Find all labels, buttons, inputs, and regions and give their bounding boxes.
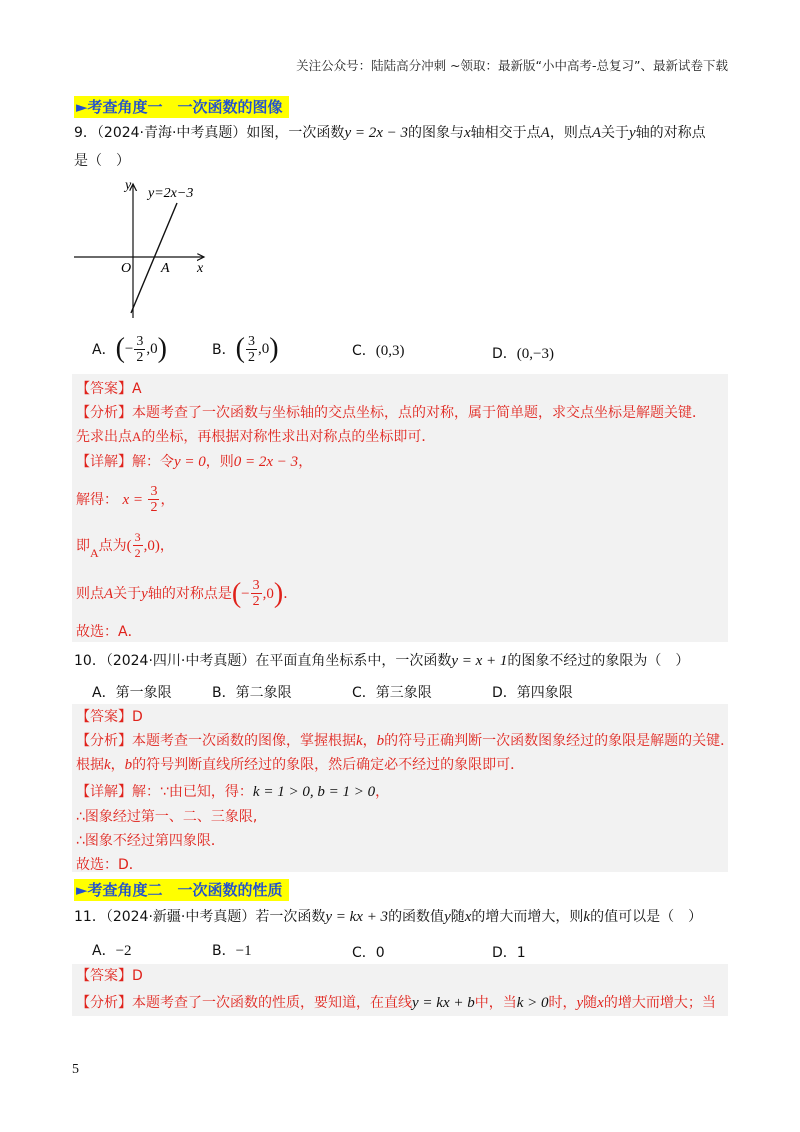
text: 则点 <box>76 585 104 602</box>
q9-option-c[interactable] <box>352 340 405 360</box>
numerator: 3 <box>134 530 141 544</box>
denominator: 2 <box>134 546 141 560</box>
text: 解得： <box>76 491 118 508</box>
point-a-label: A <box>161 261 170 276</box>
option-value: −1 <box>235 943 252 959</box>
text: 【详解】解：令 <box>76 454 174 470</box>
fraction <box>133 530 143 561</box>
option-value: (0,−3) <box>516 346 554 362</box>
text: 的增大而增大，则 <box>471 909 584 925</box>
paren: ) <box>273 577 284 609</box>
y-axis-label: y <box>125 178 132 193</box>
q9-analysis-2 <box>76 427 435 447</box>
q10-option-c[interactable]: C．第三象限 <box>352 685 432 701</box>
text: 随 <box>583 995 598 1011</box>
equation: x = <box>122 491 143 508</box>
q9-var: A <box>591 125 602 141</box>
fraction <box>134 334 145 365</box>
var: b <box>124 757 133 773</box>
q9-stem-text: 关于 <box>601 125 630 141</box>
text: ， <box>298 454 313 470</box>
fraction <box>148 484 159 515</box>
q9-graph <box>70 176 220 324</box>
origin-label: O <box>121 261 132 276</box>
paren: ( <box>235 333 245 364</box>
var: y <box>444 909 451 925</box>
q9-equation: y = 2x − 3 <box>344 125 408 141</box>
q9-answer: 【答案】A <box>76 381 142 397</box>
text: 轴的对称点是 <box>147 585 232 602</box>
equation: y = x + 1 <box>451 653 508 669</box>
equation: 0 = 2x − 3 <box>233 454 299 470</box>
text: 中，当 <box>474 995 517 1011</box>
q9-stem-line1 <box>74 123 706 143</box>
q9-option-b[interactable] <box>212 332 279 366</box>
text: ， <box>159 537 174 554</box>
var: x <box>597 995 604 1011</box>
denominator: 2 <box>136 349 144 365</box>
q9-point-a <box>76 530 174 561</box>
q10-line-1: ∴图象经过第一、二、三象限, <box>76 809 258 825</box>
section-title-2: ►考查角度二 一次函数的性质 <box>74 879 289 901</box>
text: ，则 <box>205 454 234 470</box>
q9-analysis-1: 【分析】本题考查了一次函数与坐标轴的交点坐标，点的对称，属于简单题，求交点坐标是解题关键． <box>76 405 706 421</box>
q9-stem-text: 轴的对称点 <box>635 125 706 141</box>
var: k <box>104 757 111 773</box>
coord: ,0 <box>257 340 270 357</box>
function-label: y=2x−3 <box>148 186 194 201</box>
numerator: 3 <box>136 333 144 349</box>
q11-option-a[interactable] <box>92 940 132 960</box>
var: b <box>376 733 385 749</box>
q10-option-a[interactable]: A．第一象限 <box>92 685 172 701</box>
text: 11．（2024·新疆·中考真题）若一次函数 <box>74 909 326 925</box>
text: 【详解】解：∵由已知，得： <box>76 784 253 800</box>
text: 时， <box>548 995 577 1011</box>
text: 的符号判断直线所经过的象限，然后确定必不经过的象限即可． <box>132 757 525 773</box>
text: 即 <box>76 537 90 554</box>
text: 10．（2024·四川·中考真题）在平面直角坐标系中，一次函数 <box>74 653 452 669</box>
var: y <box>141 585 148 602</box>
text: 根据 <box>76 757 104 773</box>
q11-option-b[interactable] <box>212 940 252 960</box>
q11-option-c[interactable]: C．0 <box>352 945 385 961</box>
q10-option-d[interactable]: D．第四象限 <box>492 685 573 701</box>
paren: ) <box>157 333 167 364</box>
point: A <box>90 545 99 560</box>
text: 关于 <box>113 585 142 602</box>
q9-var: y <box>629 125 636 141</box>
text: ， <box>160 491 175 508</box>
q10-stem <box>74 651 689 671</box>
equation: y = kx + b <box>412 995 475 1011</box>
text: 【分析】本题考查了一次函数的性质，要知道，在直线 <box>76 995 412 1011</box>
text: ， <box>375 784 390 800</box>
text: ． <box>283 585 298 602</box>
denominator: 2 <box>150 500 158 515</box>
var: y <box>576 995 584 1011</box>
q9-option-a[interactable] <box>92 332 167 366</box>
var: x <box>464 909 472 925</box>
denominator: 2 <box>247 349 255 365</box>
x-axis-label: x <box>197 261 204 276</box>
option-value: (0,3) <box>375 343 405 359</box>
coord: ,0 <box>146 340 158 357</box>
q9-stem-text: 9．（2024·青海·中考真题）如图，一次函数 <box>74 125 345 141</box>
equation: k = 1 > 0, b = 1 > 0 <box>252 784 376 800</box>
q9-stem-text: 轴相交于点 <box>470 125 541 141</box>
var: k <box>356 733 363 749</box>
q10-detail <box>76 782 389 802</box>
paren: ) <box>269 333 279 364</box>
q11-answer: 【答案】D <box>76 968 143 984</box>
equation: k > 0 <box>516 995 549 1011</box>
text: 的图象不经过的象限为（ ） <box>507 653 690 669</box>
var: k <box>583 909 591 925</box>
page-number: 5 <box>72 1062 79 1077</box>
numerator: 3 <box>247 333 255 349</box>
q9-option-d[interactable] <box>492 343 554 363</box>
text: 点为 <box>98 537 127 554</box>
q11-option-d[interactable]: D．1 <box>492 945 526 961</box>
q9-choose: 故选：A． <box>76 624 142 640</box>
option-label: B． <box>212 342 236 358</box>
q9-var: A <box>540 125 550 141</box>
coord: ,0) <box>143 537 160 554</box>
coord: ,0 <box>262 585 274 602</box>
q10-option-b[interactable]: B．第二象限 <box>212 685 292 701</box>
text: 的值可以是（ ） <box>590 909 703 925</box>
option-label: C． <box>352 343 376 359</box>
q10-analysis-1 <box>76 731 734 751</box>
q9-conclusion <box>76 578 297 609</box>
minus: − <box>241 585 250 602</box>
q10-analysis-2 <box>76 755 524 775</box>
q9-stem-line2: 是（ ） <box>74 153 130 169</box>
q9-stem-text: 的图象与 <box>408 125 464 141</box>
text: 的坐标，再根据对称性求出对称点的坐标即可． <box>141 429 436 445</box>
q9-detail <box>76 452 312 472</box>
function-line <box>131 203 177 313</box>
text: 的函数值 <box>388 909 445 925</box>
section-title-1: ►考查角度一 一次函数的图像 <box>74 96 289 118</box>
page-header: 关注公众号：陆陆高分冲刺 ~领取：最新版“小中高考-总复习”、最新试卷下载 <box>296 58 728 73</box>
q11-stem <box>74 907 702 927</box>
q10-answer: 【答案】D <box>76 709 143 725</box>
numerator: 3 <box>150 484 158 499</box>
var: A <box>104 585 114 602</box>
denominator: 2 <box>252 594 260 609</box>
paren: ( <box>115 333 125 364</box>
q9-solve <box>76 484 174 515</box>
q9-var: x <box>464 125 471 141</box>
q10-line-2: ∴图象不经过第四象限． <box>76 833 225 849</box>
equation: y = kx + 3 <box>325 909 389 925</box>
text: 【分析】本题考查一次函数的图像，掌握根据 <box>76 733 356 749</box>
text: ， <box>362 733 377 749</box>
fraction <box>246 334 257 365</box>
q11-analysis <box>76 993 716 1013</box>
text: ， <box>110 757 125 773</box>
numerator: 3 <box>252 578 260 593</box>
point: A <box>132 429 142 444</box>
option-value: −2 <box>115 943 132 959</box>
option-label: D． <box>492 346 517 362</box>
fraction <box>251 578 262 609</box>
minus: − <box>124 340 134 357</box>
paren: ( <box>126 537 132 554</box>
q9-stem-text: ，则点 <box>549 125 592 141</box>
equation: y = 0 <box>174 454 206 470</box>
text: 的符号正确判断一次函数图象经过的象限是解题的关键． <box>384 733 735 749</box>
text: 先求出点 <box>76 429 132 445</box>
text: 的增大而增大；当 <box>603 995 716 1011</box>
option-label: B． <box>212 943 236 959</box>
option-label: A． <box>92 943 116 959</box>
text: 随 <box>450 909 465 925</box>
paren: ( <box>231 577 242 609</box>
q10-choose: 故选：D． <box>76 857 143 873</box>
option-label: A． <box>92 342 116 358</box>
